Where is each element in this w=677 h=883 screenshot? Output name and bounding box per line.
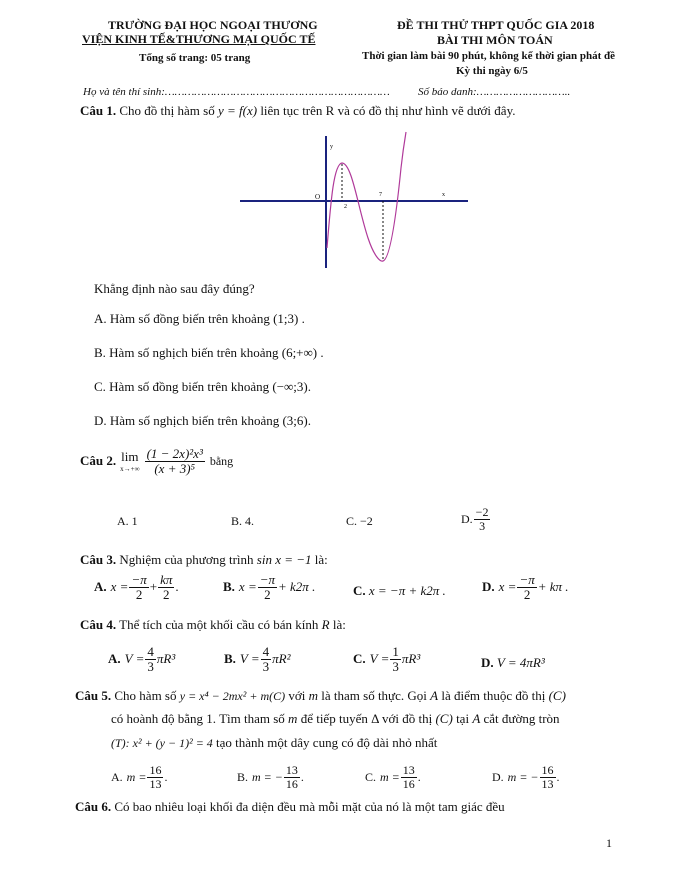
question-3-stem: Câu 3. Nghiệm của phương trình sin x = −1 là: bbox=[80, 552, 328, 567]
question-3-option-c[interactable]: C. x = −π + k2π . bbox=[353, 583, 446, 598]
function-graph bbox=[230, 128, 480, 273]
question-1-option-d[interactable]: D. Hàm số nghịch biến trên khoảng (3;6). bbox=[94, 413, 311, 428]
question-3-option-a[interactable]: A. x = $\frac{-\pi}{2}$ + $\frac{k\pi}{2}$ . bbox=[94, 572, 179, 602]
school-name: TRƯỜNG ĐẠI HỌC NGOẠI THƯƠNG bbox=[108, 18, 318, 32]
question-1-option-c[interactable]: C. Hàm số đồng biến trên khoảng (−∞;3). bbox=[94, 379, 311, 394]
question-1-stem: Câu 1. Cho đồ thị hàm số y = f(x) liên tục trên R và có đồ thị như hình vẽ dưới đây. bbox=[80, 103, 516, 118]
candidate-id-line: Số báo danh:……………………….. bbox=[418, 86, 571, 98]
question-5-option-c[interactable]: C. m = $\frac{13}{16}$ . bbox=[365, 763, 421, 791]
question-1-prompt: Khẳng định nào sau đây đúng? bbox=[94, 281, 255, 296]
question-2-option-d[interactable]: D. $\frac{-2}{3}$ bbox=[461, 505, 489, 533]
exam-duration: Thời gian làm bài 90 phút, không kể thời gian phát đề bbox=[362, 50, 616, 62]
question-2-option-a[interactable]: A. 1 bbox=[117, 514, 138, 528]
page-count: Tổng số trang: 05 trang bbox=[139, 52, 251, 64]
page-number: 1 bbox=[606, 836, 612, 850]
question-2-stem: Câu 2. lim x→+∞ $\frac{\text{(1 − 2x)²x³}}{\text{(x + 3)⁵}}$ bằng bbox=[80, 446, 234, 476]
institute-name: VIỆN KINH TẾ&THƯƠNG MẠI QUỐC TẾ bbox=[82, 32, 316, 46]
function-curve bbox=[327, 132, 406, 261]
question-2-option-b[interactable]: B. 4. bbox=[231, 514, 255, 528]
question-4-option-d[interactable]: D. V = 4πR³ bbox=[481, 655, 545, 670]
candidate-name-line: Họ và tên thí sinh:…………………………………………………………… bbox=[83, 86, 390, 98]
question-4-option-c[interactable]: C. V = $\frac{1}{3}$ πR³ bbox=[353, 644, 421, 674]
question-5-line-3: (T): x² + (y − 1)² = 4 tạo thành một dây cung có độ dài nhỏ nhất bbox=[111, 735, 438, 750]
question-5-option-b[interactable]: B. m = − $\frac{13}{16}$ . bbox=[237, 763, 304, 791]
origin-label: O bbox=[315, 193, 321, 201]
x-axis-label: x bbox=[442, 192, 445, 198]
question-2-option-c[interactable]: C. −2 bbox=[346, 514, 373, 528]
question-5-option-d[interactable]: D. m = − $\frac{16}{13}$ . bbox=[492, 763, 560, 791]
y-axis-label: y bbox=[330, 144, 333, 150]
question-4-option-a[interactable]: A. V = $\frac{4}{3}$ πR³ bbox=[108, 644, 176, 674]
x-tick-2: 2 bbox=[344, 204, 347, 210]
question-5-line-1: Câu 5. Cho hàm số y = x⁴ − 2mx² + m(C) với m là tham số thực. Gọi A là điểm thuộc đồ thị (C) bbox=[75, 688, 566, 703]
question-5-line-2: có hoành độ bằng 1. Tìm tham số m để tiếp tuyến Δ với đồ thị (C) tại A cắt đường tròn bbox=[111, 711, 560, 726]
question-4-stem: Câu 4. Thể tích của một khối cầu có bán kính R là: bbox=[80, 617, 346, 632]
question-5-option-a[interactable]: A. m = $\frac{16}{13}$ . bbox=[111, 763, 168, 791]
exam-date: Kỳ thi ngày 6/5 bbox=[456, 65, 528, 77]
exam-title: ĐỀ THI THỬ THPT QUỐC GIA 2018 bbox=[397, 18, 595, 32]
question-3-option-d[interactable]: D. x = $\frac{-\pi}{2}$ + kπ . bbox=[482, 572, 569, 602]
question-4-option-b[interactable]: B. V = $\frac{4}{3}$ πR² bbox=[224, 644, 291, 674]
question-1-option-a[interactable]: A. Hàm số đồng biến trên khoảng (1;3) . bbox=[94, 311, 305, 326]
x-tick-7: 7 bbox=[379, 192, 382, 198]
question-1-option-b[interactable]: B. Hàm số nghịch biến trên khoảng (6;+∞) . bbox=[94, 345, 324, 360]
exam-subject: BÀI THI MÔN TOÁN bbox=[437, 33, 553, 47]
question-6-stem: Câu 6. Có bao nhiêu loại khối đa diện đều mà mỗi mặt của nó là một tam giác đều bbox=[75, 799, 505, 814]
question-3-option-b[interactable]: B. x = $\frac{-\pi}{2}$ + k2π . bbox=[223, 572, 316, 602]
